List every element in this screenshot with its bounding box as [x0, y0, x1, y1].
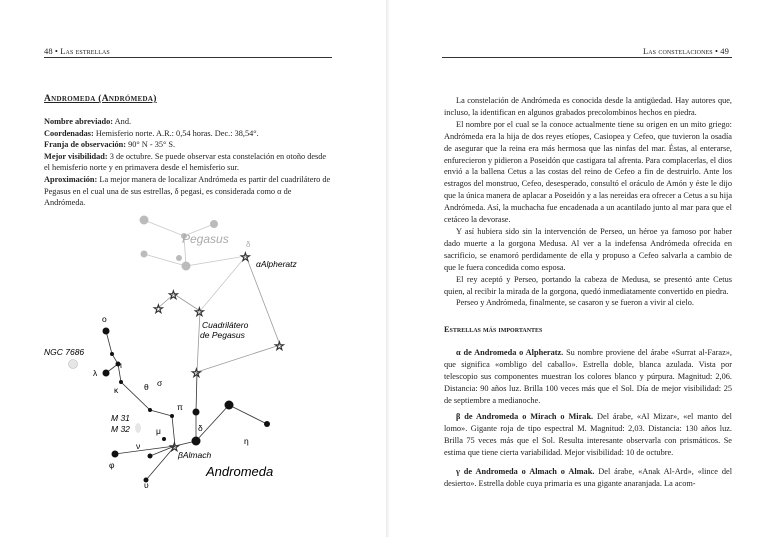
paragraph: El nombre por el cual se la conoce actualmente tiene su origen en un mito griego: Andrómeda era la hija de dos reyes etíopes, Casiopea y Cefeo, que tuvieron la osadía de asegurar que la reina era más hermosa que las ninfas del mar. Éstas, al enterarse, enfurecieron y pidieron a Poseidón que castigara tal afrenta. Para complacerlas, el dios envió a la ballena Cetus a las costas del reino de Cefeo a fin de destruirlo. Ante los estragos del monstruo, Cefeo, desesperado, consultó el oráculo de Amón y éste le dijo que la única manera de aplacar a Poseidón y a las nereidas era ofrecer a Cetus a su hija Andrómeda. Así, la muchacha fue encadenada a un acantilado junto al mar para que el cetáceo la devorase. — [444, 119, 732, 225]
fact-approach — [44, 174, 332, 209]
star-omicron — [103, 328, 110, 335]
label-delta: δ — [198, 423, 203, 433]
star-name: de Andromeda o Alpheratz. — [460, 348, 564, 357]
label-square-2: de Pegasus — [200, 330, 245, 340]
star-icon: ☆ — [168, 288, 179, 302]
section-title: Andromeda (Andrómeda) — [44, 94, 157, 104]
paragraph: Y así hubiera sido sin la intervención de Perseo, un héroe ya famoso por haber dado muerte a la gorgona Medusa. Al ver a la indefensa Andrómeda ofrecida en sacrificio, se enamoró perdidamente de ella y propuso a Cefeo salvarla a cambio de que le fuera concedida como esposa. — [444, 226, 732, 272]
pegasus-star — [176, 255, 182, 261]
fact-label: Nombre abreviado: — [44, 117, 114, 126]
running-head-right — [643, 46, 729, 56]
header-rule-right — [442, 57, 732, 58]
label-pegasus: Pegasus — [182, 232, 229, 246]
star-phi — [112, 451, 119, 458]
pegasus-star — [141, 251, 148, 258]
fact-value: La mejor manera de localizar Andrómeda es partir del cuadrilátero de Pegasus en el cual una de sus estrellas, δ pegasi, es considerada como α de Andrómeda. — [44, 174, 331, 208]
star-entry-alpha — [444, 347, 732, 407]
star-icon: ☆ — [194, 305, 205, 319]
label-almach: βAlmach — [178, 450, 212, 460]
star — [225, 401, 234, 410]
label-kappa: κ — [114, 385, 119, 395]
star-icon: ☆ — [191, 366, 202, 380]
header-rule-left — [44, 57, 332, 58]
fact-label: Franja de observación: — [44, 140, 127, 150]
star-symbol: α — [456, 348, 461, 357]
ngc-cluster-icon — [69, 360, 78, 369]
star-lambda — [103, 370, 110, 377]
star-description: Su nombre proviene del árabe «Surrat al-Faraz», que significa «ombligo del caballo». Estrella doble, blanca azulada. Vista por telescopio sus componentes muestran los colores blanco y púrpura. Magnitud: 2,06. Distancia: 90 años luz. Brilla 100 veces más que el Sol. Día de mejor visibilidad: 25 de septiembre a medianoche. — [444, 348, 732, 405]
star-icon: ☆ — [169, 440, 180, 454]
label-phi: φ — [109, 460, 115, 470]
galaxy-m31-icon — [135, 423, 141, 433]
label-lambda: λ — [93, 368, 98, 378]
label-delta-pegasi: δ — [246, 240, 251, 249]
subheading-main-stars: Estrellas más importantes — [444, 325, 543, 334]
star-icon: ☆ — [153, 302, 164, 316]
star-delta — [192, 437, 201, 446]
pegasus-star — [210, 220, 218, 228]
pegasus-star — [140, 216, 149, 225]
label-nu: ν — [136, 441, 141, 451]
star-name: de Andromeda o Mirach o Mirak. — [460, 412, 594, 421]
star-entry-beta — [444, 411, 732, 459]
star-pi — [193, 409, 200, 416]
square-lines — [158, 256, 280, 372]
label-m32: M 32 — [111, 424, 130, 434]
star-kappa — [119, 380, 123, 384]
pegasus-star — [182, 262, 191, 271]
fact-label: Aproximación: — [44, 174, 98, 184]
star-description: Del árabe, «Al Mizar», «el manto del lomo». Gigante roja de tipo espectral M. Magnitud: 2,03. Distancia: 130 años luz. Brilla 75 veces más que el Sol. Resulta interesante observarla con prismáticos. Se estima que tiene cierta variabilidad. Mejor visibilidad: 10 de octubre. — [444, 412, 732, 457]
paragraph: Perseo y Andrómeda, finalmente, se casaron y se fueron a vivir al cielo. — [456, 298, 694, 308]
running-head-left-text: Las estrellas — [60, 46, 110, 56]
star-symbol: β — [456, 412, 461, 421]
right-page — [388, 0, 776, 537]
page-number-right: • 49 — [714, 46, 729, 56]
star-entry-gamma — [444, 466, 732, 490]
star-description: Del árabe, «Anak Al-Ard», «lince del desierto». Estrella doble cuya primaria es una gigante anaranjada. La acom- — [444, 467, 733, 488]
fact-observation-band — [44, 139, 332, 151]
page-number-left: 48 • — [44, 46, 59, 56]
label-theta: θ — [144, 382, 149, 392]
myth-text — [444, 95, 732, 309]
label-pi: π — [177, 402, 183, 412]
label-eta: η — [244, 436, 249, 446]
star-nu — [148, 454, 153, 459]
fact-value: Hemisferio norte. A.R.: 0,54 horas. Dec.: 38,54°. — [93, 128, 259, 138]
star-sigma — [170, 414, 174, 418]
facts-block — [44, 116, 332, 209]
fact-value: 3 de octubre. Se puede observar esta constelación en otoño desde el hemisferio norte y en primavera desde el hemisferio sur. — [44, 151, 327, 173]
star-name: de Andromeda o Almach o Almak. — [459, 467, 595, 476]
label-iota: ι — [120, 360, 122, 370]
label-andromeda: Andromeda — [206, 464, 274, 479]
fact-label: Mejor visibilidad: — [44, 151, 108, 161]
running-head-right-text: Las constelaciones — [642, 46, 713, 56]
label-alpheratz: αAlpheratz — [256, 259, 297, 269]
star-icon: ☆ — [240, 250, 251, 264]
label-mu: μ — [156, 426, 161, 436]
star-symbol: γ — [456, 467, 460, 476]
fact-coordinates — [44, 128, 332, 140]
label-m31: M 31 — [111, 413, 130, 423]
fact-value: And. — [113, 117, 132, 126]
fact-label: Coordenadas: — [44, 128, 94, 138]
star-mu — [162, 437, 166, 441]
fact-abbreviation — [44, 116, 332, 128]
fact-value: 90° N - 35° S. — [126, 140, 176, 150]
label-omicron: ο — [102, 314, 107, 324]
paragraph: La constelación de Andrómeda es conocida desde la antigüedad. Hay autores que, incluso, la identifican en algunos grabados precolombinos hechos en piedra. — [444, 96, 732, 117]
star-map — [36, 206, 336, 496]
star-eta — [264, 421, 270, 427]
label-ngc-7686: NGC 7686 — [44, 347, 85, 357]
label-sigma: σ — [157, 378, 163, 388]
label-upsilon: υ — [144, 480, 149, 490]
label-square-1: Cuadrilátero — [202, 320, 249, 330]
star-icon: ☆ — [274, 339, 285, 353]
paragraph: El rey aceptó y Perseo, portando la cabeza de Medusa, se presentó ante Cetus quien, al recibir la mirada de la gorgona, quedó inmediatamente convertido en piedra. — [444, 274, 732, 296]
star — [110, 352, 114, 356]
running-head-left — [44, 46, 110, 56]
fact-best-visibility — [44, 151, 332, 174]
star-theta — [148, 408, 152, 412]
